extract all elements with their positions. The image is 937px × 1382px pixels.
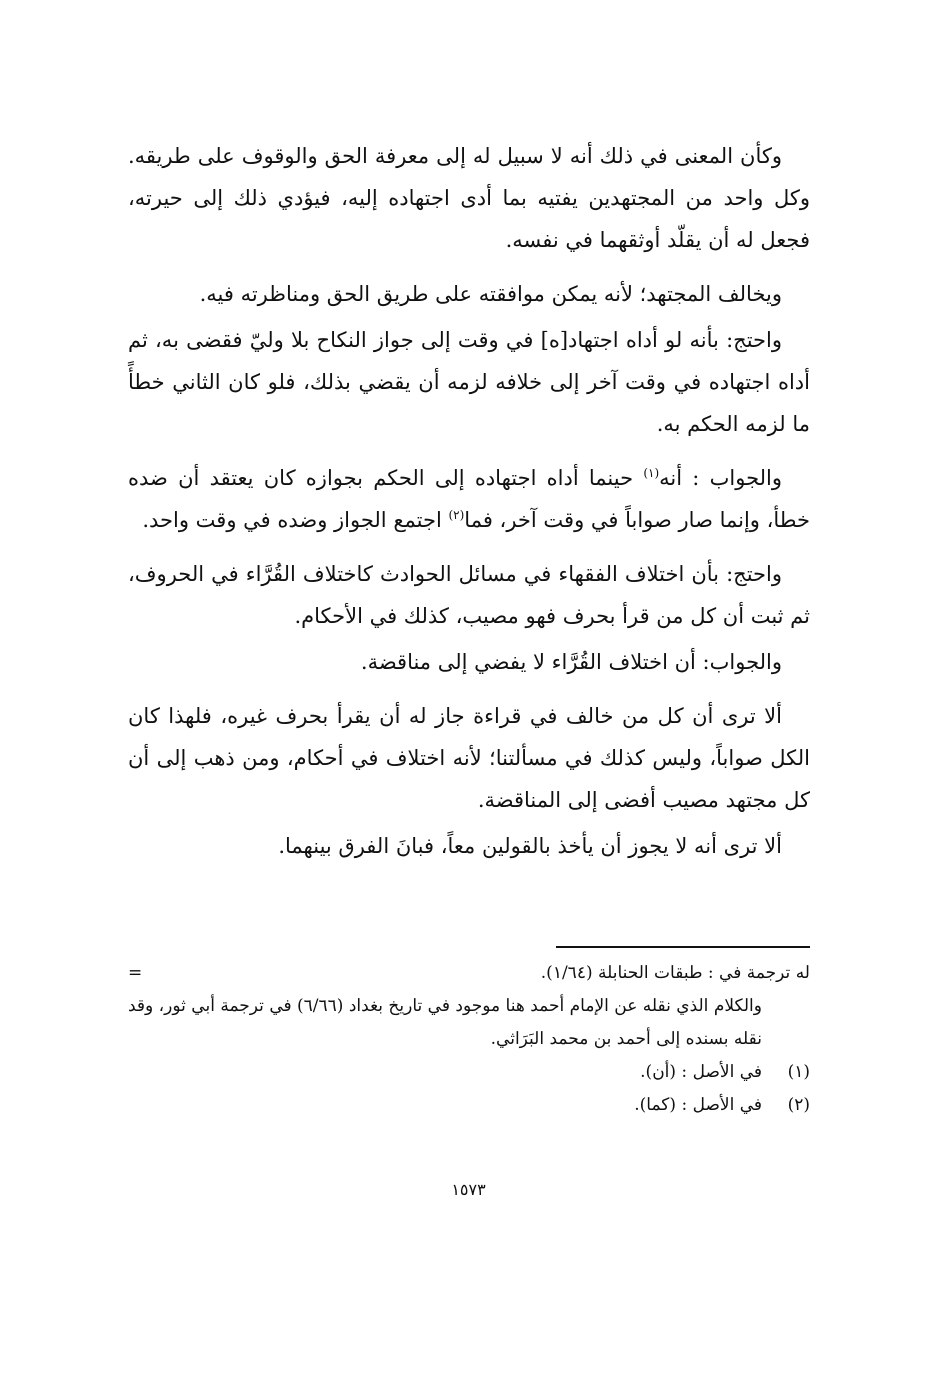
paragraph: ألا ترى أنه لا يجوز أن يأخذ بالقولين معاً، فبانَ الفرق بينهما. — [278, 834, 782, 858]
footnote-continued — [128, 957, 810, 990]
footnote-item — [128, 1056, 810, 1089]
paragraph-text: اجتمع الجواز وضده في وقت واحد. — [142, 508, 449, 532]
footnote-mark: (٢) — [787, 1095, 810, 1115]
paragraph: ألا ترى أن كل من خالف في قراءة جاز له أن يقرأ بحرف غيره، فلهذا كان الكل صواباً، وليس كذلك في مسألتنا؛ لأنه اختلاف في أحكام، ومن ذهب إلى أن كل مجتهد مصيب أفضى إلى المناقضة. — [128, 704, 810, 812]
main-text — [128, 135, 810, 879]
paragraph-text: والجواب : أنه — [659, 466, 782, 490]
footnote-ref: (٢) — [448, 508, 465, 522]
paragraph-text: حينما أداه اجتهاده إلى الحكم بجوازه كان يعتقد أن ضده خطأ، وإنما صار صواباً في وقت آخر، فما — [128, 466, 810, 532]
footnote-item — [128, 1089, 810, 1122]
paragraph: ويخالف المجتهد؛ لأنه يمكن موافقته على طريق الحق ومناظرته فيه. — [199, 282, 782, 306]
footnote-mark: (١) — [787, 1062, 810, 1082]
paragraph: وكأن المعنى في ذلك أنه لا سبيل له إلى معرفة الحق والوقوف على طريقه. وكل واحد من المجتهدين يفتيه بما أدى اجتهاده إليه، فيؤدي ذلك إلى حيرته، فجعل له أن يقلّد أوثقهما في نفسه. — [128, 144, 810, 252]
paragraph: واحتج: بأنه لو أداه اجتهاد[ه] في وقت إلى جواز النكاح بلا وليّ فقضى به، ثم أداه اجتهاده في وقت آخر إلى خلافه لزمه أن يقضي بذلك، فلو كان الثاني خطأً ما لزمه الحكم به. — [128, 328, 810, 436]
paragraph: والجواب: أن اختلاف القُرَّاء لا يفضي إلى مناقضة. — [360, 650, 782, 674]
page-number: ١٥٧٣ — [451, 1180, 486, 1199]
footnote-separator — [556, 946, 810, 948]
continuation-mark: = — [128, 963, 143, 983]
paragraph: واحتج: بأن اختلاف الفقهاء في مسائل الحوادث كاختلاف القُرَّاء في الحروف، ثم ثبت أن كل من قرأ بحرف فهو مصيب، كذلك في الأحكام. — [128, 562, 810, 628]
footnote-text: في الأصل : (أن). — [640, 1062, 762, 1082]
footnote-ref: (١) — [643, 466, 660, 480]
footnote-text: له ترجمة في : طبقات الحنابلة (١/٦٤). — [540, 963, 810, 983]
footnote-text: والكلام الذي نقله عن الإمام أحمد هنا موجود في تاريخ بغداد (٦/٦٦) في ترجمة أبي ثور، وقد نقله بسنده إلى أحمد بن محمد البَرَاثي. — [128, 996, 762, 1049]
footnotes — [128, 957, 810, 1122]
paragraph — [128, 457, 810, 541]
footnote-text: في الأصل : (كما). — [634, 1095, 762, 1115]
